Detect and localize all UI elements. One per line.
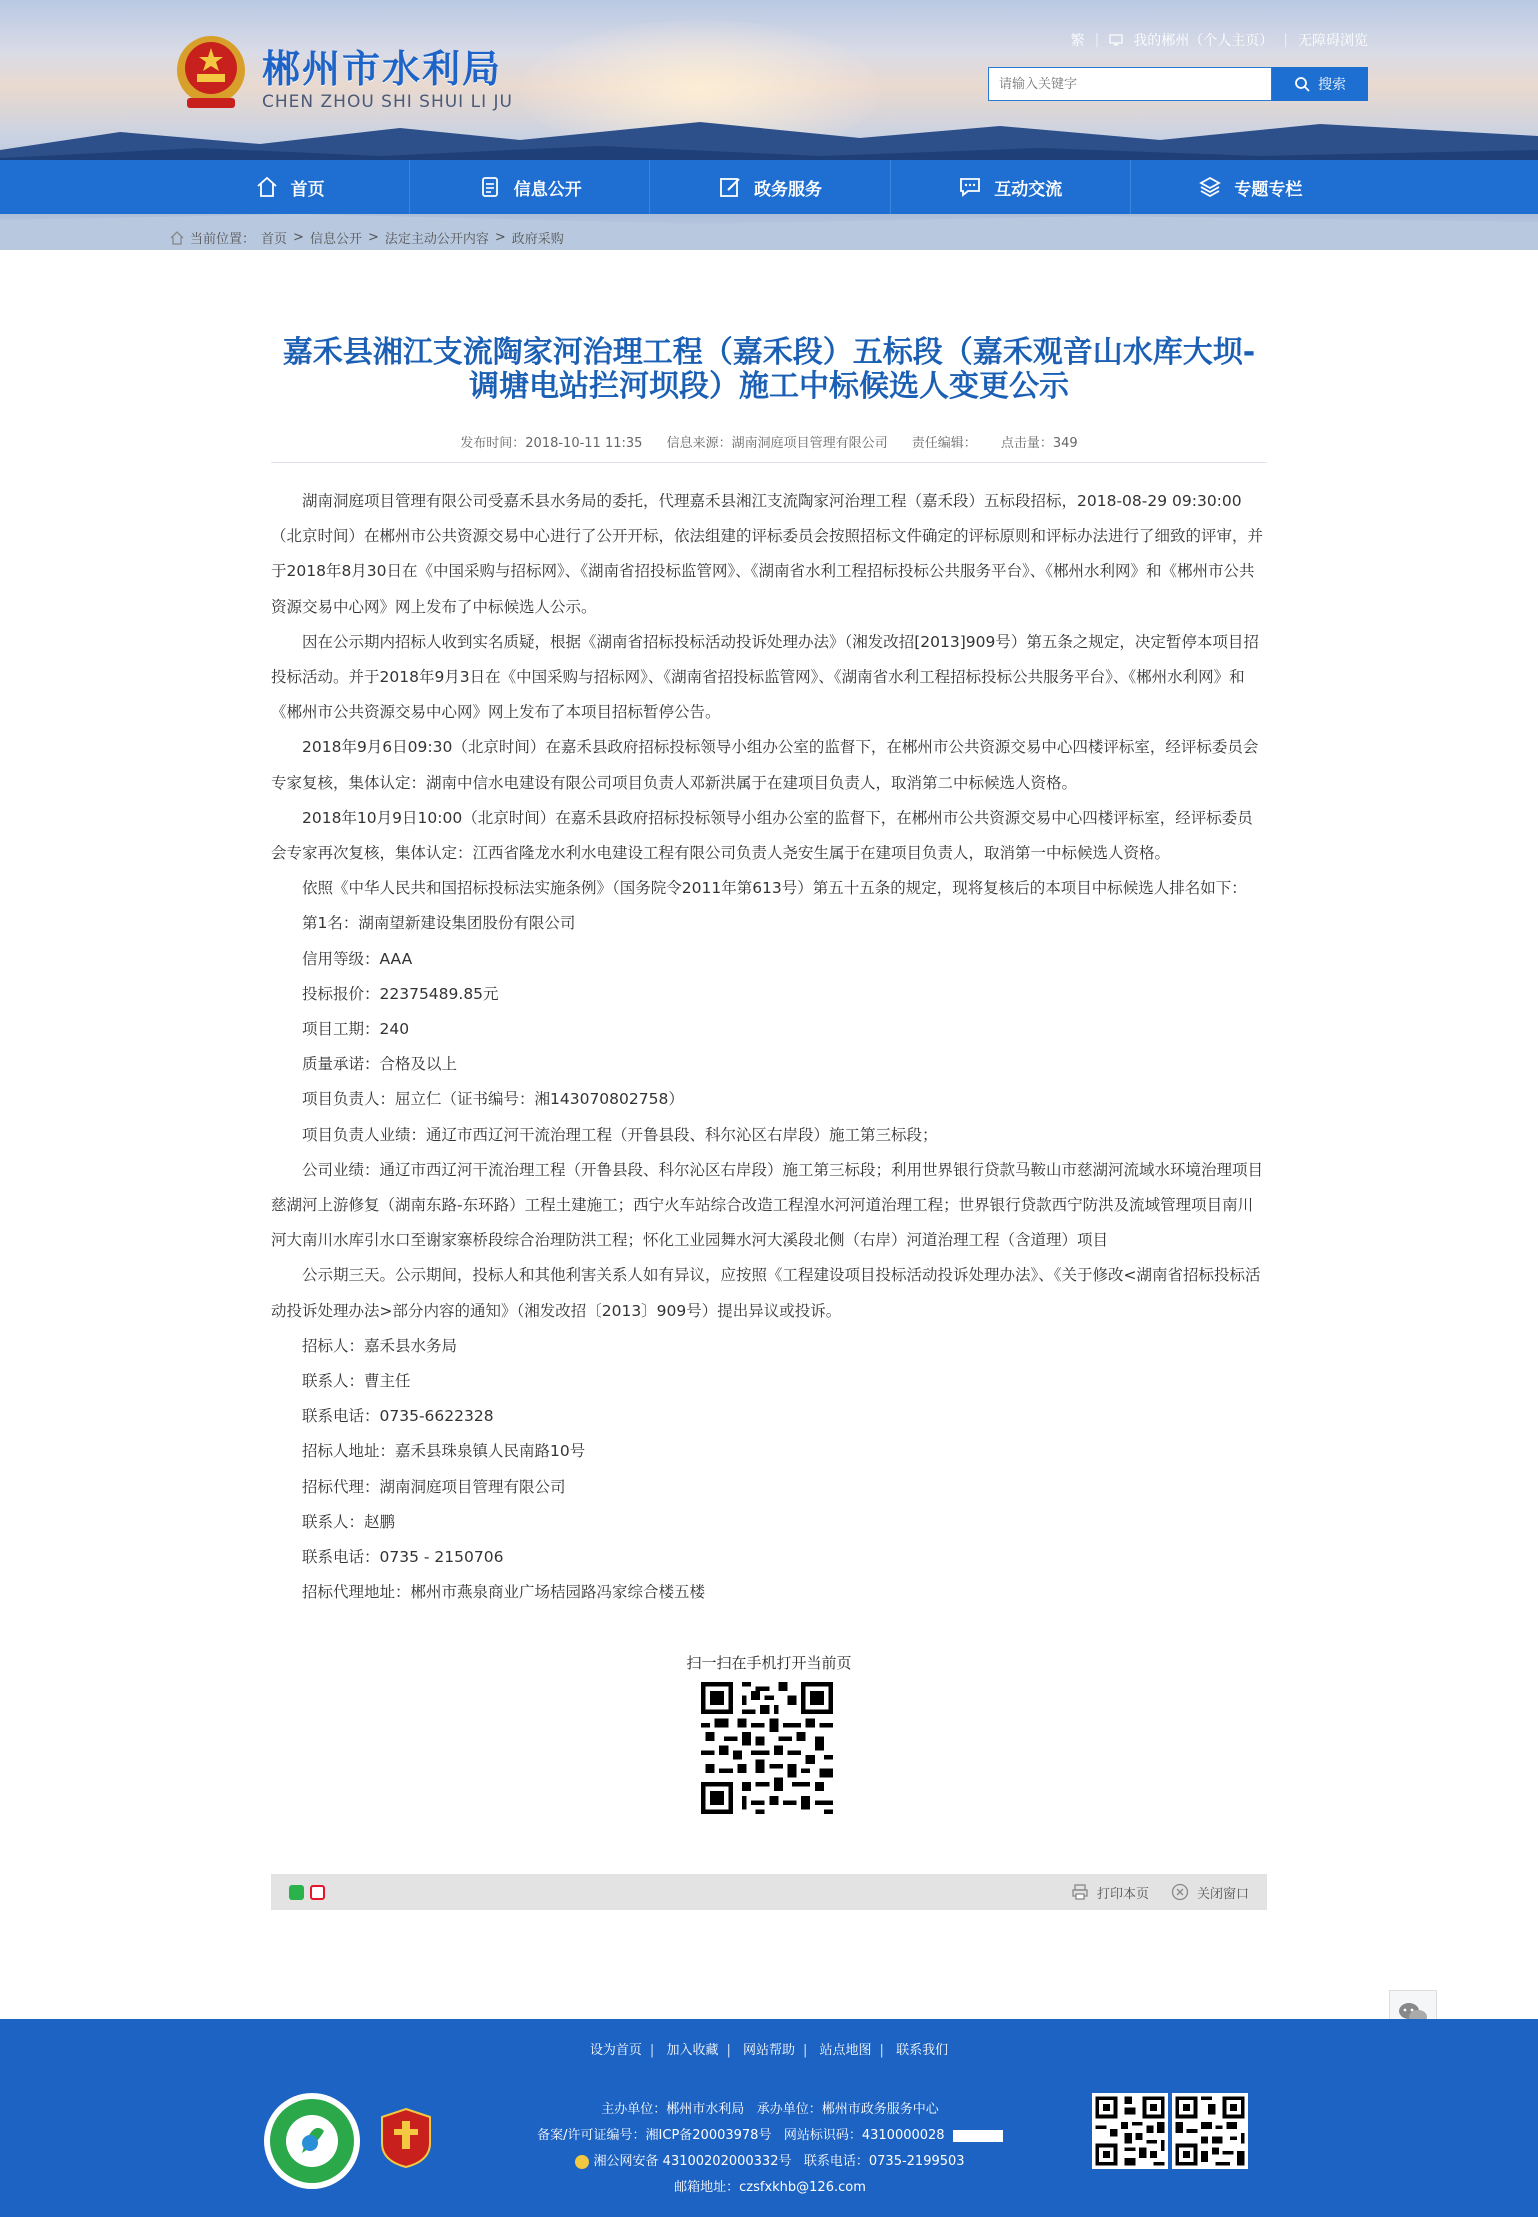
- civilization-unit-badge-icon[interactable]: [262, 2091, 362, 2191]
- search-box: [988, 67, 1272, 101]
- paragraph: 信用等级：AAA: [302, 949, 413, 968]
- top-links: [1071, 30, 1368, 50]
- breadcrumb-prefix: 当前位置：: [190, 232, 256, 247]
- footer-link-sitemap[interactable]: 站点地图: [819, 2043, 872, 2058]
- paragraph: 依照《中华人民共和国招标投标法实施条例》（国务院令2011年第613号）第五十五条的规定，现将复核后的本项目中标候选人排名如下：: [302, 879, 1247, 898]
- divider: |: [1094, 32, 1100, 48]
- my-chenzhou-link[interactable]: 我的郴州（个人主页）: [1133, 33, 1274, 49]
- site-pinyin: CHEN ZHOU SHI SHUI LI JU: [262, 92, 513, 112]
- divider: |: [1283, 32, 1288, 48]
- footer-row-email: [500, 2175, 1040, 2201]
- footer-row-organizer: [500, 2097, 1040, 2123]
- footer-email: 邮箱地址：czsfxkhb@126.com: [674, 2180, 866, 2195]
- banner-lake: [0, 210, 1538, 290]
- paragraph: 第1名：湖南望新建设集团股份有限公司: [302, 914, 576, 933]
- paragraph: 因在公示期内招标人收到实名质疑，根据《湖南省招标投标活动投诉处理办法》（湘发改招[2013]909号）第五条之规定，决定暂停本项目招投标活动。并于2018年9月3日在《中国采购与招标网》、《湖南省招投标监管网》、《湖南省水利工程招标投标公共服务平台》、《郴州水利网》和《郴州市公共资源交易中心网》网上发布了本项目招标暂停公告。: [271, 632, 1259, 722]
- breadcrumb-separator: >: [293, 230, 304, 245]
- print-button[interactable]: [1071, 1874, 1149, 1910]
- home-icon: [170, 231, 184, 245]
- nav-label: 专题专栏: [1234, 179, 1303, 200]
- site-code: 网站标识码：4310000028: [783, 2128, 945, 2143]
- article-title: 嘉禾县湘江支流陶家河治理工程（嘉禾段）五标段（嘉禾观音山水库大坝-调塘电站拦河坝段）施工中标候选人变更公示: [282, 335, 1256, 404]
- police-badge-icon: [575, 2155, 589, 2169]
- home-icon: [255, 175, 279, 199]
- breadcrumb-legal[interactable]: 法定主动公开内容: [384, 232, 489, 247]
- nav-label: 首页: [290, 179, 325, 200]
- footer-row-icp: [500, 2123, 1040, 2149]
- paragraph: 联系电话：0735 - 2150706: [302, 1548, 504, 1567]
- footer-link-help[interactable]: 网站帮助: [742, 2043, 795, 2058]
- nav-label: 互动交流: [994, 179, 1063, 200]
- nav-item-interaction[interactable]: [891, 160, 1131, 214]
- paragraph: 项目工期：240: [302, 1020, 410, 1039]
- editor: 责任编辑：: [911, 436, 977, 451]
- site-title[interactable]: 郴州市水利局: [262, 47, 503, 91]
- paragraph: 湖南洞庭项目管理有限公司受嘉禾县水务局的委托，代理嘉禾县湘江支流陶家河治理工程（嘉禾段）五标段招标，2018-08-29 09:30:00（北京时间）在郴州市公共资源交易中心进行了公开开标，依法组建的评标委员会按照招标文件确定的评标原则和评标办法进行了细致的评审，并于2018年8月30日在《中国采购与招标网》、《湖南省招投标监管网》、《湖南省水利工程招标投标公共服务平台》、《郴州水利网》和《郴州市公共资源交易中心网》网上发布了中标候选人公示。: [271, 492, 1264, 616]
- paragraph: 联系人：曹主任: [302, 1372, 411, 1391]
- publish-time: 发布时间：2018-10-11 11:35: [460, 436, 643, 451]
- footer-info: [500, 2097, 1040, 2201]
- nav-item-info[interactable]: [410, 160, 650, 214]
- footer: [0, 2019, 1538, 2217]
- national-emblem-icon: [173, 32, 249, 112]
- breadcrumb-procurement[interactable]: 政府采购: [511, 232, 564, 247]
- breadcrumb-separator: >: [494, 230, 506, 245]
- article-meta: [271, 432, 1267, 451]
- view-count: 点击量：349: [1000, 436, 1078, 451]
- close-circle-icon: [1171, 1883, 1189, 1901]
- footer-links: [0, 2039, 1538, 2058]
- paragraph: 项目负责人业绩：通辽市西辽河干流治理工程（开鲁县段、科尔沁区右岸段）施工第三标段；: [302, 1125, 938, 1144]
- paragraph: 招标代理地址：郴州市燕泉商业广场桔园路冯家综合楼五楼: [302, 1583, 706, 1602]
- nav-item-home[interactable]: [170, 160, 410, 214]
- nav-label: 政务服务: [754, 179, 822, 200]
- qr-code-icon: [1092, 2093, 1168, 2169]
- monitor-icon: [1109, 34, 1123, 46]
- paragraph: 2018年10月9日10:00（北京时间）在嘉禾县政府招标投标领导小组办公室的监督下，在郴州市公共资源交易中心四楼评标室，经评标委员会专家再次复核，集体认定：江西省隆龙水利水电建设工程有限公司负责人尧安生属于在建项目负责人，取消第一中标候选人资格。: [271, 808, 1253, 863]
- paragraph: 招标人地址：嘉禾县珠泉镇人民南路10号: [302, 1442, 586, 1461]
- nav-item-services[interactable]: [650, 160, 890, 214]
- police-record[interactable]: 湘公网安备 43100202000332号: [593, 2154, 792, 2169]
- qr-code-icon: [701, 1682, 833, 1814]
- article-body: [271, 484, 1267, 1611]
- breadcrumb-home[interactable]: 首页: [261, 232, 288, 247]
- divider: |: [803, 2043, 808, 2058]
- layers-icon: [1198, 175, 1222, 199]
- share-icons: [289, 1885, 325, 1900]
- search-button[interactable]: [1272, 67, 1368, 101]
- icp-link[interactable]: 湘ICP备20003978号: [645, 2128, 772, 2143]
- divider: |: [879, 2043, 884, 2058]
- document-icon: [478, 175, 502, 199]
- paragraph: 联系人：赵鹏: [302, 1512, 396, 1531]
- footer-phone: 联系电话：0735-2199503: [803, 2154, 965, 2169]
- search-button-label: 搜索: [1318, 77, 1346, 93]
- qr-code-icon: [1172, 2093, 1248, 2169]
- breadcrumb-separator: >: [367, 230, 379, 245]
- paragraph: 投标报价：22375489.85元: [302, 984, 499, 1003]
- divider: |: [726, 2043, 731, 2058]
- paragraph: 招标人：嘉禾县水务局: [302, 1336, 458, 1355]
- icp-prefix: 备案/许可证编号：: [537, 2128, 646, 2143]
- share-toolbar: [271, 1874, 1267, 1910]
- main-nav: [0, 160, 1538, 214]
- print-label: 打印本页: [1096, 1886, 1149, 1902]
- nav-label: 信息公开: [513, 179, 582, 200]
- cnzz-badge-icon[interactable]: [953, 2130, 1003, 2142]
- footer-link-contact[interactable]: 联系我们: [896, 2043, 949, 2058]
- organizer: 主办单位：郴州市水利局: [601, 2102, 745, 2117]
- divider: [271, 462, 1267, 463]
- edit-icon: [718, 175, 742, 199]
- breadcrumb: [170, 228, 564, 247]
- paragraph: 公司业绩：通辽市西辽河干流治理工程（开鲁县段、科尔沁区右岸段）施工第三标段；利用世界银行贷款马鞍山市慈湖河流域水环境治理项目慈湖河上游修复（湖南东路-东环路）工程土建施工；西宁火车站综合改造工程湟水河河道治理工程；世界银行贷款西宁防洪及流域管理项目南川河大南川水库引水口至谢家寨桥段综合治理防洪工程；怀化工业园舞水河大溪段北侧（右岸）河道治理工程（含道理）项目: [271, 1160, 1264, 1250]
- nav-item-topics[interactable]: [1131, 160, 1370, 214]
- footer-link-favorite[interactable]: 加入收藏: [666, 2043, 719, 2058]
- paragraph: 质量承诺：合格及以上: [302, 1055, 458, 1074]
- paragraph: 公示期三天。公示期间，投标人和其他利害关系人如有异议，应按照《工程建设项目投标活动投诉处理办法》、《关于修改<湖南省招标投标活动投诉处理办法>部分内容的通知》（湘发改招〔2013〕909号）提出异议或投诉。: [271, 1266, 1261, 1320]
- chat-icon: [958, 175, 982, 199]
- close-window-button[interactable]: [1171, 1874, 1249, 1910]
- breadcrumb-info[interactable]: 信息公开: [309, 232, 362, 247]
- search-input[interactable]: [989, 68, 1271, 100]
- printer-icon: [1071, 1883, 1089, 1901]
- footer-link-sethome[interactable]: 设为首页: [589, 2043, 642, 2058]
- info-source: 信息来源：湖南洞庭项目管理有限公司: [666, 436, 888, 451]
- undertaker: 承办单位：郴州市政务服务中心: [756, 2102, 939, 2117]
- qr-label: 扫一扫在手机打开当前页: [686, 1654, 852, 1672]
- paragraph: 项目负责人：屈立仁（证书编号：湘143070802758）: [302, 1090, 684, 1109]
- divider: |: [649, 2043, 655, 2058]
- party-government-badge-icon[interactable]: [380, 2107, 432, 2169]
- close-label: 关闭窗口: [1196, 1886, 1249, 1902]
- accessibility-link[interactable]: 无障碍浏览: [1298, 33, 1368, 49]
- search-icon: [1294, 76, 1310, 92]
- paragraph: 联系电话：0735-6622328: [302, 1407, 494, 1426]
- weibo-share-icon[interactable]: [310, 1885, 325, 1900]
- wechat-share-icon[interactable]: [289, 1885, 304, 1900]
- traditional-chinese-link[interactable]: 繁: [1070, 33, 1085, 49]
- paragraph: 招标代理：湖南洞庭项目管理有限公司: [302, 1477, 566, 1496]
- footer-row-police: [500, 2149, 1040, 2175]
- paragraph: 2018年9月6日09:30（北京时间）在嘉禾县政府招标投标领导小组办公室的监督下，在郴州市公共资源交易中心四楼评标室，经评标委员会专家复核，集体认定：湖南中信水电建设有限公司项目负责人邓新洪属于在建项目负责人，取消第二中标候选人资格。: [271, 738, 1259, 792]
